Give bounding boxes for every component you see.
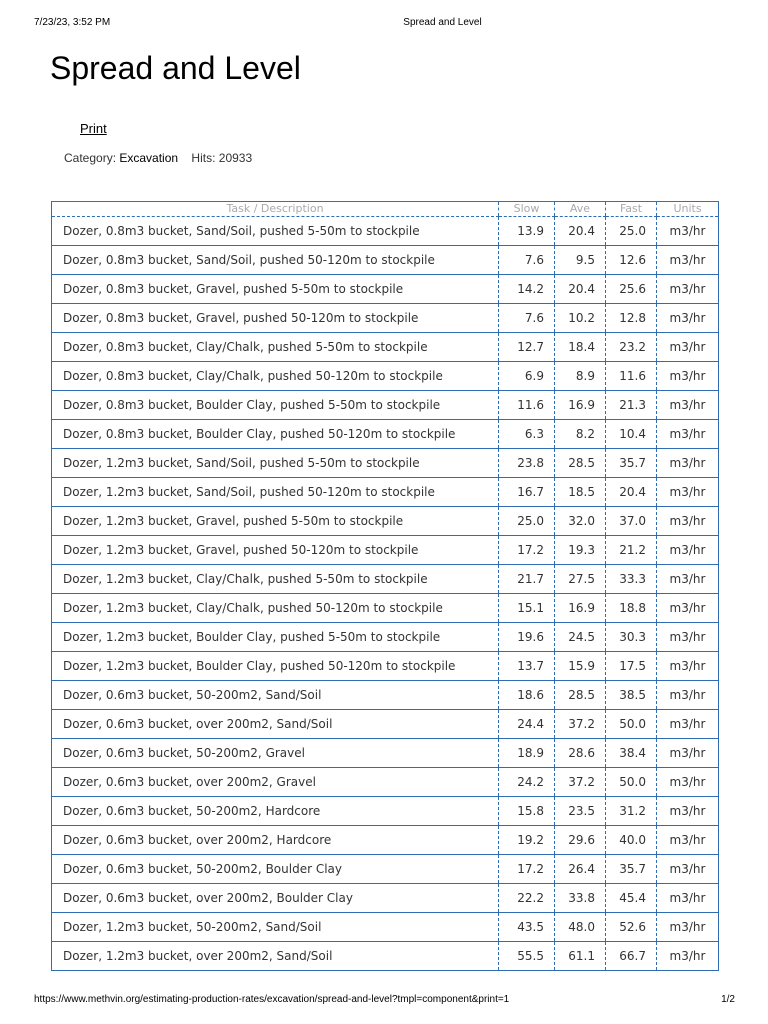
units-cell: m3/hr	[657, 246, 719, 275]
units-cell: m3/hr	[657, 420, 719, 449]
units-cell: m3/hr	[657, 536, 719, 565]
task-description-cell: Dozer, 1.2m3 bucket, Boulder Clay, pushed 50-120m to stockpile	[52, 652, 499, 681]
ave-rate-cell: 28.5	[555, 449, 606, 478]
slow-rate-cell: 15.8	[499, 797, 555, 826]
category-label: Category:	[64, 151, 117, 165]
ave-rate-cell: 32.0	[555, 507, 606, 536]
fast-rate-cell: 50.0	[606, 768, 657, 797]
ave-rate-cell: 18.5	[555, 478, 606, 507]
fast-rate-cell: 50.0	[606, 710, 657, 739]
slow-rate-cell: 6.3	[499, 420, 555, 449]
units-cell: m3/hr	[657, 449, 719, 478]
fast-rate-cell: 38.5	[606, 681, 657, 710]
table-row	[52, 536, 719, 565]
ave-rate-cell: 28.5	[555, 681, 606, 710]
slow-rate-cell: 14.2	[499, 275, 555, 304]
task-description-cell: Dozer, 1.2m3 bucket, Gravel, pushed 50-120m to stockpile	[52, 536, 499, 565]
slow-rate-cell: 15.1	[499, 594, 555, 623]
table-row	[52, 942, 719, 971]
units-cell: m3/hr	[657, 739, 719, 768]
table-row	[52, 884, 719, 913]
ave-rate-cell: 28.6	[555, 739, 606, 768]
table-row	[52, 826, 719, 855]
slow-rate-cell: 23.8	[499, 449, 555, 478]
table-row	[52, 478, 719, 507]
fast-rate-cell: 25.0	[606, 217, 657, 246]
task-description-cell: Dozer, 0.6m3 bucket, over 200m2, Gravel	[52, 768, 499, 797]
task-description-cell: Dozer, 0.8m3 bucket, Boulder Clay, pushed 5-50m to stockpile	[52, 391, 499, 420]
table-row	[52, 681, 719, 710]
task-description-cell: Dozer, 1.2m3 bucket, 50-200m2, Sand/Soil	[52, 913, 499, 942]
slow-rate-cell: 24.2	[499, 768, 555, 797]
ave-rate-cell: 18.4	[555, 333, 606, 362]
column-header-fast: Fast	[606, 202, 657, 217]
column-header-ave: Ave	[555, 202, 606, 217]
units-cell: m3/hr	[657, 594, 719, 623]
table-row	[52, 246, 719, 275]
units-cell: m3/hr	[657, 304, 719, 333]
slow-rate-cell: 12.7	[499, 333, 555, 362]
fast-rate-cell: 18.8	[606, 594, 657, 623]
task-description-cell: Dozer, 1.2m3 bucket, Sand/Soil, pushed 50-120m to stockpile	[52, 478, 499, 507]
units-cell: m3/hr	[657, 884, 719, 913]
fast-rate-cell: 21.2	[606, 536, 657, 565]
fast-rate-cell: 35.7	[606, 855, 657, 884]
fast-rate-cell: 20.4	[606, 478, 657, 507]
category-link[interactable]: Excavation	[119, 151, 179, 165]
slow-rate-cell: 11.6	[499, 391, 555, 420]
units-cell: m3/hr	[657, 855, 719, 884]
table-row	[52, 623, 719, 652]
units-cell: m3/hr	[657, 333, 719, 362]
task-description-cell: Dozer, 0.6m3 bucket, 50-200m2, Sand/Soil	[52, 681, 499, 710]
ave-rate-cell: 8.2	[555, 420, 606, 449]
task-description-cell: Dozer, 0.8m3 bucket, Boulder Clay, pushed 50-120m to stockpile	[52, 420, 499, 449]
task-description-cell: Dozer, 0.6m3 bucket, over 200m2, Hardcore	[52, 826, 499, 855]
units-cell: m3/hr	[657, 913, 719, 942]
ave-rate-cell: 61.1	[555, 942, 606, 971]
slow-rate-cell: 17.2	[499, 536, 555, 565]
units-cell: m3/hr	[657, 826, 719, 855]
fast-rate-cell: 52.6	[606, 913, 657, 942]
ave-rate-cell: 16.9	[555, 391, 606, 420]
units-cell: m3/hr	[657, 710, 719, 739]
hits-count: 20933	[218, 151, 253, 165]
slow-rate-cell: 55.5	[499, 942, 555, 971]
column-header-task: Task / Description	[52, 202, 499, 217]
fast-rate-cell: 33.3	[606, 565, 657, 594]
task-description-cell: Dozer, 0.8m3 bucket, Sand/Soil, pushed 50-120m to stockpile	[52, 246, 499, 275]
table-row	[52, 797, 719, 826]
fast-rate-cell: 23.2	[606, 333, 657, 362]
ave-rate-cell: 27.5	[555, 565, 606, 594]
slow-rate-cell: 7.6	[499, 304, 555, 333]
ave-rate-cell: 48.0	[555, 913, 606, 942]
print-datetime: 7/23/23, 3:52 PM	[34, 17, 111, 28]
table-row	[52, 304, 719, 333]
fast-rate-cell: 30.3	[606, 623, 657, 652]
units-cell: m3/hr	[657, 507, 719, 536]
task-description-cell: Dozer, 1.2m3 bucket, Boulder Clay, pushed 5-50m to stockpile	[52, 623, 499, 652]
print-doc-title: Spread and Level	[403, 17, 482, 28]
ave-rate-cell: 20.4	[555, 217, 606, 246]
column-header-slow: Slow	[499, 202, 555, 217]
fast-rate-cell: 35.7	[606, 449, 657, 478]
slow-rate-cell: 13.7	[499, 652, 555, 681]
production-rates-table	[51, 201, 719, 971]
table-row	[52, 507, 719, 536]
fast-rate-cell: 17.5	[606, 652, 657, 681]
units-cell: m3/hr	[657, 681, 719, 710]
fast-rate-cell: 66.7	[606, 942, 657, 971]
units-cell: m3/hr	[657, 768, 719, 797]
ave-rate-cell: 37.2	[555, 768, 606, 797]
task-description-cell: Dozer, 0.6m3 bucket, over 200m2, Boulder Clay	[52, 884, 499, 913]
task-description-cell: Dozer, 0.6m3 bucket, 50-200m2, Boulder Clay	[52, 855, 499, 884]
print-footer	[0, 994, 768, 1008]
ave-rate-cell: 37.2	[555, 710, 606, 739]
units-cell: m3/hr	[657, 275, 719, 304]
table-row	[52, 275, 719, 304]
slow-rate-cell: 24.4	[499, 710, 555, 739]
slow-rate-cell: 18.9	[499, 739, 555, 768]
fast-rate-cell: 38.4	[606, 739, 657, 768]
slow-rate-cell: 19.2	[499, 826, 555, 855]
task-description-cell: Dozer, 1.2m3 bucket, over 200m2, Sand/Soil	[52, 942, 499, 971]
task-description-cell: Dozer, 1.2m3 bucket, Clay/Chalk, pushed 50-120m to stockpile	[52, 594, 499, 623]
fast-rate-cell: 31.2	[606, 797, 657, 826]
task-description-cell: Dozer, 0.8m3 bucket, Clay/Chalk, pushed 50-120m to stockpile	[52, 362, 499, 391]
slow-rate-cell: 25.0	[499, 507, 555, 536]
table-row	[52, 565, 719, 594]
print-header	[0, 17, 768, 31]
fast-rate-cell: 21.3	[606, 391, 657, 420]
table-row	[52, 391, 719, 420]
table-row	[52, 855, 719, 884]
table-row	[52, 420, 719, 449]
ave-rate-cell: 10.2	[555, 304, 606, 333]
table-row	[52, 333, 719, 362]
fast-rate-cell: 45.4	[606, 884, 657, 913]
task-description-cell: Dozer, 0.6m3 bucket, 50-200m2, Hardcore	[52, 797, 499, 826]
fast-rate-cell: 25.6	[606, 275, 657, 304]
ave-rate-cell: 19.3	[555, 536, 606, 565]
print-url: https://www.methvin.org/estimating-production-rates/excavation/spread-and-level?tmpl=component&print=1	[34, 994, 510, 1005]
fast-rate-cell: 10.4	[606, 420, 657, 449]
task-description-cell: Dozer, 1.2m3 bucket, Clay/Chalk, pushed 5-50m to stockpile	[52, 565, 499, 594]
slow-rate-cell: 19.6	[499, 623, 555, 652]
ave-rate-cell: 26.4	[555, 855, 606, 884]
table-row	[52, 217, 719, 246]
units-cell: m3/hr	[657, 478, 719, 507]
ave-rate-cell: 15.9	[555, 652, 606, 681]
ave-rate-cell: 20.4	[555, 275, 606, 304]
units-cell: m3/hr	[657, 391, 719, 420]
task-description-cell: Dozer, 0.6m3 bucket, over 200m2, Sand/Soil	[52, 710, 499, 739]
units-cell: m3/hr	[657, 565, 719, 594]
slow-rate-cell: 22.2	[499, 884, 555, 913]
task-description-cell: Dozer, 0.8m3 bucket, Clay/Chalk, pushed 5-50m to stockpile	[52, 333, 499, 362]
hits-label: Hits:	[191, 151, 216, 165]
fast-rate-cell: 37.0	[606, 507, 657, 536]
table-row	[52, 362, 719, 391]
task-description-cell: Dozer, 1.2m3 bucket, Sand/Soil, pushed 5-50m to stockpile	[52, 449, 499, 478]
fast-rate-cell: 12.8	[606, 304, 657, 333]
slow-rate-cell: 18.6	[499, 681, 555, 710]
ave-rate-cell: 8.9	[555, 362, 606, 391]
ave-rate-cell: 9.5	[555, 246, 606, 275]
task-description-cell: Dozer, 1.2m3 bucket, Gravel, pushed 5-50m to stockpile	[52, 507, 499, 536]
ave-rate-cell: 24.5	[555, 623, 606, 652]
task-description-cell: Dozer, 0.8m3 bucket, Gravel, pushed 5-50m to stockpile	[52, 275, 499, 304]
print-link[interactable]: Print	[80, 121, 107, 136]
column-header-units: Units	[657, 202, 719, 217]
table-row	[52, 768, 719, 797]
page-title: Spread and Level	[50, 50, 301, 86]
table-header-row	[52, 202, 719, 217]
slow-rate-cell: 6.9	[499, 362, 555, 391]
slow-rate-cell: 21.7	[499, 565, 555, 594]
units-cell: m3/hr	[657, 217, 719, 246]
units-cell: m3/hr	[657, 362, 719, 391]
ave-rate-cell: 23.5	[555, 797, 606, 826]
fast-rate-cell: 12.6	[606, 246, 657, 275]
ave-rate-cell: 16.9	[555, 594, 606, 623]
ave-rate-cell: 29.6	[555, 826, 606, 855]
page-number: 1/2	[721, 994, 735, 1005]
units-cell: m3/hr	[657, 797, 719, 826]
article-meta	[64, 151, 252, 165]
table-row	[52, 739, 719, 768]
table-row	[52, 594, 719, 623]
units-cell: m3/hr	[657, 652, 719, 681]
units-cell: m3/hr	[657, 942, 719, 971]
slow-rate-cell: 7.6	[499, 246, 555, 275]
table-row	[52, 449, 719, 478]
units-cell: m3/hr	[657, 623, 719, 652]
slow-rate-cell: 43.5	[499, 913, 555, 942]
ave-rate-cell: 33.8	[555, 884, 606, 913]
slow-rate-cell: 16.7	[499, 478, 555, 507]
task-description-cell: Dozer, 0.8m3 bucket, Sand/Soil, pushed 5-50m to stockpile	[52, 217, 499, 246]
fast-rate-cell: 40.0	[606, 826, 657, 855]
fast-rate-cell: 11.6	[606, 362, 657, 391]
slow-rate-cell: 13.9	[499, 217, 555, 246]
slow-rate-cell: 17.2	[499, 855, 555, 884]
table-row	[52, 652, 719, 681]
table-row	[52, 913, 719, 942]
table-row	[52, 710, 719, 739]
task-description-cell: Dozer, 0.8m3 bucket, Gravel, pushed 50-120m to stockpile	[52, 304, 499, 333]
task-description-cell: Dozer, 0.6m3 bucket, 50-200m2, Gravel	[52, 739, 499, 768]
